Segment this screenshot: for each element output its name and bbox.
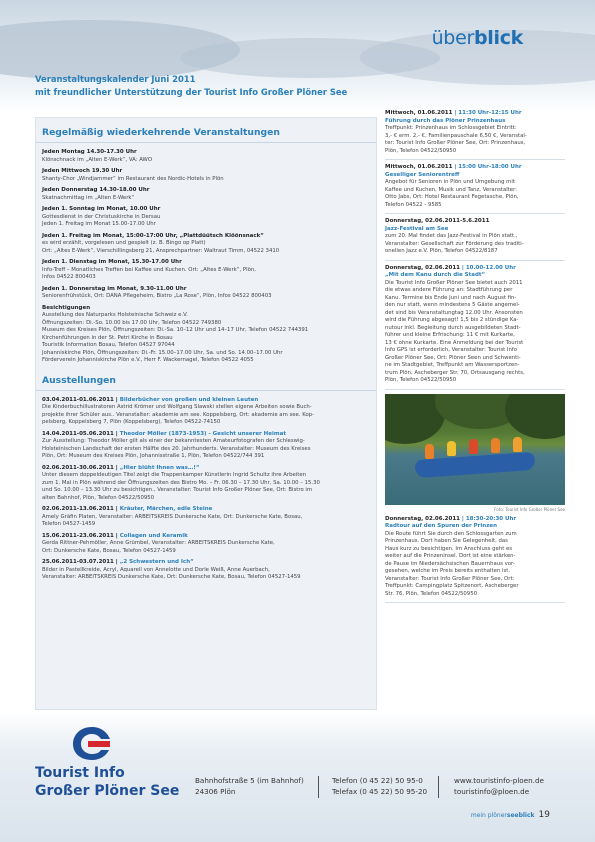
- right-event: [385, 218, 565, 261]
- event-detail: es wird erzählt, vorgelesen und gespielt (z. B. Bingo op Platt): [42, 240, 206, 246]
- recurring-event: [36, 305, 376, 365]
- event-detail: Telefon 04527-1459: [42, 521, 96, 527]
- exhibitions-list: [36, 397, 376, 582]
- right-event-detail: Die Route führt Sie durch den Schlossgarten zum: [385, 530, 517, 537]
- event-title: Jeden 1. Dienstag im Monat, 15.30-17.00 Uhr: [42, 259, 182, 265]
- right-event-sep: |: [459, 264, 466, 271]
- event-detail: Museum des Kreises Plön, Öffnungszeiten: Di.-Sa. 10–12 Uhr und 14–17 Uhr, Telefon 04522 744391: [42, 327, 309, 333]
- exhibition-event: [36, 559, 376, 582]
- footer-separator: [438, 776, 439, 798]
- right-event-detail: Veranstalter: Tourist Info Großer Plöner See, Ort:: [385, 575, 515, 582]
- event-detail: zum 1. Mal in Plön während der Öffnungszeiten des Bistro Mo. – Fr. 06.30 – 17.30 Uhr, Sa. 10.00 – 15.30: [42, 479, 320, 486]
- magazine-name-light: mein plöner: [470, 812, 507, 819]
- footer-web: [454, 775, 544, 797]
- exhibition-date: 25.06.2011-03.07.2011: [42, 559, 114, 565]
- right-event-date-line: [385, 516, 565, 524]
- event-title: Jeden Montag 14.30-17.30 Uhr: [42, 149, 137, 155]
- canoe-photo: [385, 394, 565, 505]
- right-event-title: Führung durch das Plöner Prinzenhaus: [385, 117, 506, 124]
- exhibition-sep: |: [113, 506, 120, 512]
- exhibition-title: [42, 397, 370, 405]
- exhibition-date: 14.04.2011-05.06.2011: [42, 430, 114, 437]
- exhibition-title: [42, 506, 370, 514]
- right-event-title: Radtour auf den Spuren der Prinzen: [385, 523, 498, 529]
- right-event-detail: zum 20. Mal findet das Jazz-Festival in Plön statt.,: [385, 233, 518, 239]
- exhibition-event: [36, 397, 376, 427]
- exhibition-date: 02.06.2011-30.06.2011: [42, 464, 114, 471]
- event-detail: Johanniskirche Plön, Öffnungszeiten: Di.-Fr. 15.00–17.00 Uhr, Sa. und So. 14.00–17.00 Uhr: [42, 349, 283, 356]
- event-detail: Infos 04522 800403: [42, 274, 96, 280]
- address-line1: Bahnhofstraße 5 (im Bahnhof): [195, 776, 304, 785]
- right-event-detail: ne im Stadtgebiet, Treffpunkt am Wassersportzen-: [385, 362, 520, 368]
- event-detail: Shanty-Chor „Windjammer“ im Restaurant des Nordic-Hotels in Plön: [42, 175, 224, 182]
- recurring-event: [36, 168, 376, 183]
- right-event-detail: Kaffee und Kuchen, Musik und Tanz, Veranstalter:: [385, 186, 518, 193]
- right-event-time: 18:30-20:30 Uhr: [465, 515, 517, 522]
- exhibition-sep: |: [113, 559, 120, 565]
- right-event-detail: Haus kurz zu besichtigen. Im Anschluss geht es: [385, 545, 513, 552]
- right-event: [385, 516, 565, 604]
- right-event-date: Donnerstag, 02.06.2011-5.6.2011: [385, 218, 490, 224]
- right-event-time: 11:30 Uhr-12:15 Uhr: [458, 110, 522, 116]
- event-detail: Zur Ausstellung: Theodor Möller gilt als einer der bekanntesten Amateurfotografen der Schleswig-: [42, 438, 305, 444]
- right-event-date: Donnerstag, 02.06.2011: [385, 264, 460, 271]
- right-event-detail: gesehen, welche im Preis bereits enthalten ist.: [385, 568, 511, 574]
- logo-text: [35, 764, 179, 800]
- right-event-detail: 13 € ohne Kurkarte. Eine Anmeldung bei der Tourist: [385, 339, 524, 346]
- right-event-detail: Info GPS ist erforderlich, Veranstalter: Tourist Info: [385, 347, 518, 353]
- exhibition-date: 15.06.2011-23.06.2011: [42, 532, 114, 539]
- event-detail: Gottesdienst in der Christuskirche in Dersau: [42, 213, 161, 220]
- page-footer: [471, 810, 550, 820]
- event-detail: Klönschnack im „Alten E-Werk“, VA: AWO: [42, 156, 153, 163]
- fax-line: Telefax (0 45 22) 50 95-20: [332, 787, 428, 796]
- event-title: Jeden 1. Donnerstag im Monat, 9.30-11.00 Uhr: [42, 285, 187, 292]
- right-event: [385, 164, 565, 214]
- event-detail: Kirchenführungen in der St. Petri Kirche in Bosau: [42, 334, 173, 341]
- event-detail: Öffnungszeiten: Di.-So. 10.00 bis 17.00 Uhr, Telefon 04522 749380: [42, 319, 222, 326]
- right-event-detail: Telefon 04522 - 9585: [385, 201, 442, 208]
- right-event-detail: Kanu. Termine bis Ende Juni und nach August fin-: [385, 294, 517, 301]
- right-event-sep: |: [459, 515, 466, 522]
- event-detail: Jeden 1. Freitag im Monat 15.00-17.00 Uhr: [42, 221, 156, 227]
- exhibition-title: [42, 431, 370, 439]
- recurring-event: [36, 233, 376, 256]
- logo-line2: Großer Plöner See: [35, 783, 180, 799]
- page-number: 19: [538, 810, 550, 820]
- recurring-event: [36, 286, 376, 301]
- right-event-detail: wird die Führung abgesagt! 1,5 bis 2 stündige Ka-: [385, 317, 519, 323]
- right-event-detail: Treffpunkt: Campingplatz Spitzenort, Ascheberger: [385, 583, 519, 589]
- email-link[interactable]: touristinfo@ploen.de: [454, 787, 530, 796]
- event-detail: Seniorenfrühstück, Ort: DANA Pflegeheim, Bistro „La Rose“, Plön, Infos 04522 800403: [42, 293, 272, 299]
- exhibition-sep: |: [113, 464, 120, 471]
- right-events-top: [385, 110, 565, 390]
- event-detail: Die Kinderbuchillustratoren Astrid Krömer und Wolfgang Slawski stellen eigene Arbeiten sowie Buch-: [42, 404, 312, 410]
- right-event-sep: |: [452, 164, 459, 170]
- right-event-detail: nutour inkl. Begleitung durch ausgebildeten Stadt-: [385, 324, 521, 331]
- exhibition-title: [42, 533, 370, 541]
- magazine-name-bold: seeblick: [506, 812, 535, 819]
- right-event-detail: det sind bis Veranstaltungtag 12.00 Uhr. Ansonsten: [385, 309, 523, 316]
- event-title: Jeden 1. Freitag im Monat, 15:00-17:00 Uhr, „Plattdüütsch Klöönsnack“: [42, 232, 264, 239]
- right-event-detail: Otto Jabs, Ort: Hotel Restaurant Fegetasche, Plön,: [385, 194, 519, 200]
- event-detail: Touristik Information Bosau, Telefon 04527 97044: [42, 342, 175, 348]
- exhibition-title: [42, 559, 370, 567]
- right-event-detail: 3,- € erm. 2,- €, Familienpauschale 6,50 €, Veranstal-: [385, 132, 527, 139]
- right-event-detail: Plön, Telefon 04522/50950: [385, 147, 457, 154]
- event-detail: Veranstalter: ARBEITSKREIS Dunkersche Kate, Ort: Dunkersche Kate, Bosau, Telefon 04527-1459: [42, 574, 301, 580]
- tourist-info-logo-icon: [70, 725, 114, 763]
- right-event-detail: trum Plön, Ascheberger Str. 70, Ortsausgang rechts,: [385, 369, 525, 376]
- exhibition-sep: |: [113, 532, 120, 539]
- right-event-date-line: [385, 110, 565, 118]
- recurring-event: [36, 259, 376, 282]
- footer-separator: [318, 776, 319, 798]
- right-event-detail: weiter auf die Prinzeninsel. Dort ist eine stärken-: [385, 553, 516, 559]
- website-link[interactable]: www.touristinfo-ploen.de: [454, 776, 544, 785]
- event-detail: Amely Gräfin Platen, Veranstalter: ARBEITSKREIS Dunkersche Kate, Ort: Dunkersche Kate, Bosau,: [42, 513, 303, 520]
- event-detail: projekte ihrer Schüler aus.. Veranstalter: akademie am see. Koppelsberg, Ort: akademie am see. Kop-: [42, 411, 315, 418]
- right-event-date-line: [385, 265, 565, 273]
- event-detail: pelsberg, Koppelsberg 7, Plön (Koppelsberg), Telefon 04522-74150: [42, 419, 221, 425]
- right-events-column: [385, 110, 565, 607]
- right-event-date: Mittwoch, 01.06.2011: [385, 164, 453, 170]
- right-event-detail: Plön, Telefon 04522/50950: [385, 377, 457, 383]
- right-event-date: Mittwoch, 01.06.2011: [385, 110, 453, 116]
- right-event-detail: onellen Jazz e.V. Plön, Telefon 04522/8187: [385, 248, 498, 254]
- right-event-date-line: [385, 218, 565, 226]
- event-detail: Info-Treff – Monatliches Treffen bei Kaffee und Kuchen. Ort: „Altes E-Werk“, Plön,: [42, 266, 256, 273]
- photo-person: [425, 444, 434, 459]
- photo-tree: [505, 394, 565, 439]
- exhibition-date: 03.04.2011-01.06.2011: [42, 396, 114, 403]
- exhibitions-heading: Ausstellungen: [36, 371, 376, 391]
- right-event-detail: Veranstalter: Gesellschaft zur Förderung des traditi-: [385, 240, 524, 247]
- event-detail: Ort: Dunkersche Kate, Bosau, Telefon 04527-1459: [42, 547, 176, 554]
- calendar-title-line1: Veranstaltungskalender Juni 2011: [35, 74, 196, 84]
- recurring-list: [36, 149, 376, 365]
- exhibition-event: [36, 506, 376, 529]
- right-event-detail: Str. 76, Plön, Telefon 04522/50950: [385, 590, 477, 597]
- right-event-title: Geselliger Seniorentreff: [385, 171, 460, 178]
- footer-phone: [332, 775, 427, 797]
- event-detail: alten Bahnhof, Plön, Telefon 04522/50950: [42, 494, 155, 501]
- right-event-time: 10.00-12.00 Uhr: [465, 264, 516, 271]
- left-events-box: [35, 117, 377, 710]
- photo-person: [513, 437, 522, 452]
- footer-address: [195, 775, 304, 797]
- exhibition-name: „2 Schwestern und Ich“: [119, 559, 194, 565]
- event-detail: Holsteinischen Landschaft der ersten Hälfte des 20. Jahrhunderts. Veranstalter: Museum des Kreises: [42, 445, 311, 452]
- right-events-bottom: [385, 516, 565, 604]
- recurring-event: [36, 206, 376, 229]
- event-detail: Bilder in Pastellkreide, Acryl, Aquarell von Annelotte und Dorle Weiß, Anne Auerbach,: [42, 566, 270, 573]
- exhibition-event: [36, 431, 376, 461]
- exhibition-date: 02.06.2011-13.06.2011: [42, 506, 114, 512]
- address-line2: 24306 Plön: [195, 787, 236, 796]
- exhibition-name: Kräuter, Märchen, edle Steine: [119, 506, 213, 512]
- exhibition-event: [36, 465, 376, 503]
- right-event-detail: Großer Plöner See, Ort: Plöner Seen und Schwenti-: [385, 354, 521, 361]
- calendar-title: [35, 73, 435, 98]
- recurring-event: [36, 187, 376, 202]
- event-title: Jeden Donnerstag 14.30-18.00 Uhr: [42, 187, 150, 193]
- exhibition-sep: |: [113, 396, 120, 403]
- right-event-detail: ter: Tourist Info Großer Plöner See, Ort: Prinzenhaus,: [385, 140, 526, 146]
- event-detail: Ort: „Altes E-Werk“, Vierschillingsberg 21, Ansprechpartner: Waltraut Timm, 04522 3410: [42, 247, 280, 254]
- photo-person: [469, 439, 478, 454]
- right-event-detail: Angebot für Senioren in Plön und Umgebung mit: [385, 179, 515, 185]
- event-detail: Unter diesem doppeldeutigen Titel zeigt die Trappenkamper Künstlerin Ingrid Schultz ihre Arbeiten: [42, 472, 307, 478]
- right-event-detail: de Pause im Niedersächsischen Bauernhaus vor-: [385, 560, 515, 567]
- phone-line: Telefon (0 45 22) 50 95-0: [332, 776, 423, 785]
- event-detail: Skatnachmittag im „Alten E-Werk“: [42, 194, 135, 201]
- right-event-title: „Mit dem Kanu durch die Stadt“: [385, 272, 486, 278]
- event-title: Jeden Mittwoch 19.30 Uhr: [42, 168, 123, 174]
- event-detail: und So. 10.00 – 13.30 Uhr zu besichtigen., Veranstalter: Tourist Info Großer Plöner See, Ort: Bistro im: [42, 487, 313, 493]
- event-detail: Plön, Ort: Museum des Kreises Plön, Johannisstraße 1, Plön, Telefon 04522/744 391: [42, 453, 265, 459]
- section-brand: überblick: [431, 27, 523, 49]
- recurring-heading: Regelmäßig wiederkehrende Veranstaltungen: [36, 118, 376, 143]
- event-detail: Ausstellung des Naturparks Holsteinische Schweiz e.V.: [42, 312, 188, 318]
- photo-person: [491, 438, 500, 453]
- right-event-detail: die etwas andere Führung an: Stadtführung per: [385, 287, 513, 293]
- calendar-title-line2: mit freundlicher Unterstützung der Tourist Info Großer Plöner See: [35, 86, 348, 97]
- event-detail: Förderverein Johanniskirche Plön e.V., Herr F. Wackernagel, Telefon 04522 4055: [42, 357, 254, 363]
- right-event-detail: Treffpunkt: Prinzenhaus im Schlossgebiet Eintritt:: [385, 125, 517, 131]
- exhibition-title: [42, 465, 370, 473]
- exhibition-name: Collagen und Keramik: [119, 532, 188, 539]
- exhibition-name: Bilderbücher von großen und kleinen Leuten: [119, 396, 259, 403]
- right-event-title: Jazz-Festival am See: [385, 225, 449, 232]
- event-detail: Gerda Rittner-Pehmöller, Anne Grümbel, Veranstalter: ARBEITSKREIS Dunkersche Kate,: [42, 540, 275, 546]
- photo-caption: Foto: Tourist Info Großer Plöner See: [494, 506, 565, 512]
- photo-person: [447, 441, 456, 456]
- exhibition-event: [36, 533, 376, 556]
- right-event-detail: Prinzenhaus. Dort haben Sie Gelegenheit, das: [385, 538, 508, 544]
- logo-line1: Tourist Info: [35, 765, 125, 781]
- exhibition-sep: |: [113, 430, 120, 437]
- right-event-detail: Die Tourist Info Großer Plöner See bietet auch 2011: [385, 279, 523, 286]
- right-event-time: 15:00 Uhr-18:00 Uhr: [458, 164, 522, 170]
- event-title: Besichtigungen: [42, 304, 91, 311]
- exhibition-name: „Hier blüht Ihnen was…!“: [119, 464, 200, 471]
- right-event-sep: |: [452, 110, 459, 116]
- right-event-date: Donnerstag, 02.06.2011: [385, 515, 460, 522]
- recurring-event: [36, 149, 376, 164]
- right-event: [385, 265, 565, 390]
- right-event-detail: den nur statt, wenn mindestens 5 Gäste angemel-: [385, 302, 520, 308]
- right-event-date-line: [385, 164, 565, 172]
- right-event-detail: führer und kleine Erfrischung: 11 € mit Kurkarte,: [385, 332, 515, 338]
- event-title: Jeden 1. Sonntag im Monat, 10.00 Uhr: [42, 206, 161, 212]
- exhibition-name: Theodor Möller (1873-1953) - Gesicht unserer Heimat: [119, 430, 286, 437]
- right-event: [385, 110, 565, 160]
